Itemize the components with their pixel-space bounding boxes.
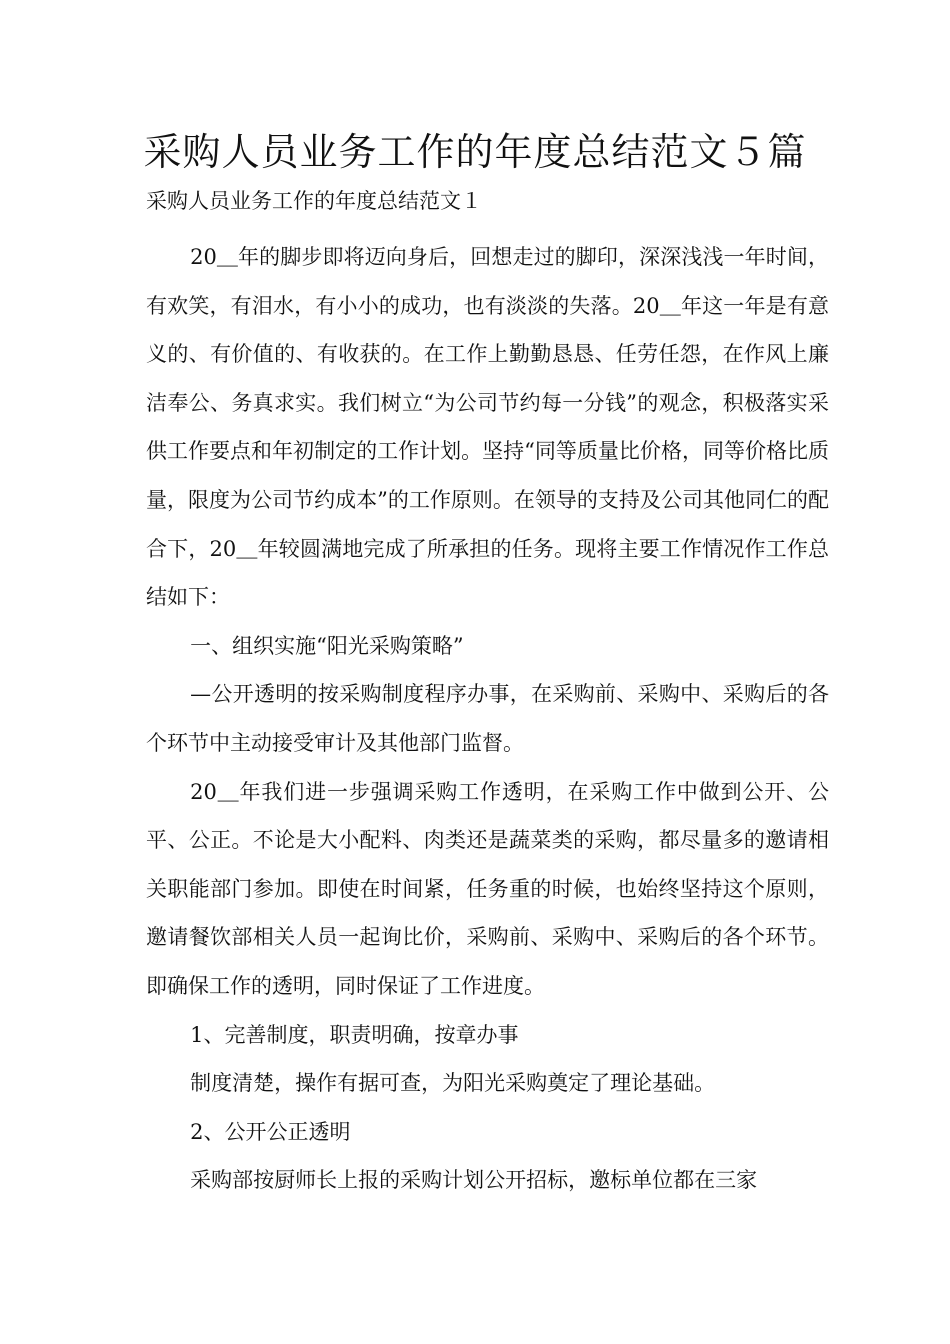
paragraph-intro: 20＿年的脚步即将迈向身后，回想走过的脚印，深深浅浅一年时间，有欢笑，有泪水，有小小的成功，也有淡淡的失落。20＿年这一年是有意义的、有价值的、有收获的。在工作上勤勤恳恳、任劳任怨，在作风上廉洁奉公、务真求实。我们树立“为公司节约每一分钱”的观念，积极落实采供工作要点和年初制定的工作计划。坚持“同等质量比价格，同等价格比质量，限度为公司节约成本”的工作原则。在领导的支持及公司其他同仁的配合下，20＿年较圆满地完成了所承担的任务。现将主要工作情况作工作总结如下： <box>146 245 829 610</box>
section-heading-1: 一、组织实施“阳光采购策略” <box>190 633 464 658</box>
subsection-heading-2: 2、公开公正透明 <box>190 1119 351 1144</box>
subsection-heading-1: 1、完善制度，职责明确，按章办事 <box>190 1022 519 1047</box>
paragraph: 20＿年我们进一步强调采购工作透明，在采购工作中做到公开、公平、公正。不论是大小配料、肉类还是蔬菜类的采购，都尽量多的邀请相关职能部门参加。即使在时间紧，任务重的时候，也始终坚持这个原则，邀请餐饮部相关人员一起询比价，采购前、采购中、采购后的各个环节。即确保工作的透明，同时保证了工作进度。 <box>146 779 829 998</box>
paragraph: 采购部按厨师长上报的采购计划公开招标，邀标单位都在三家 <box>190 1168 758 1193</box>
paragraph: 制度清楚，操作有据可查，为阳光采购奠定了理论基础。 <box>190 1071 716 1096</box>
document-title: 采购人员业务工作的年度总结范文５篇 <box>143 130 807 174</box>
paragraph: —公开透明的按采购制度程序办事，在采购前、采购中、采购后的各个环节中主动接受审计及其他部门监督。 <box>146 682 829 755</box>
document-subtitle: 采购人员业务工作的年度总结范文１ <box>146 189 482 213</box>
document-body <box>146 233 829 1205</box>
